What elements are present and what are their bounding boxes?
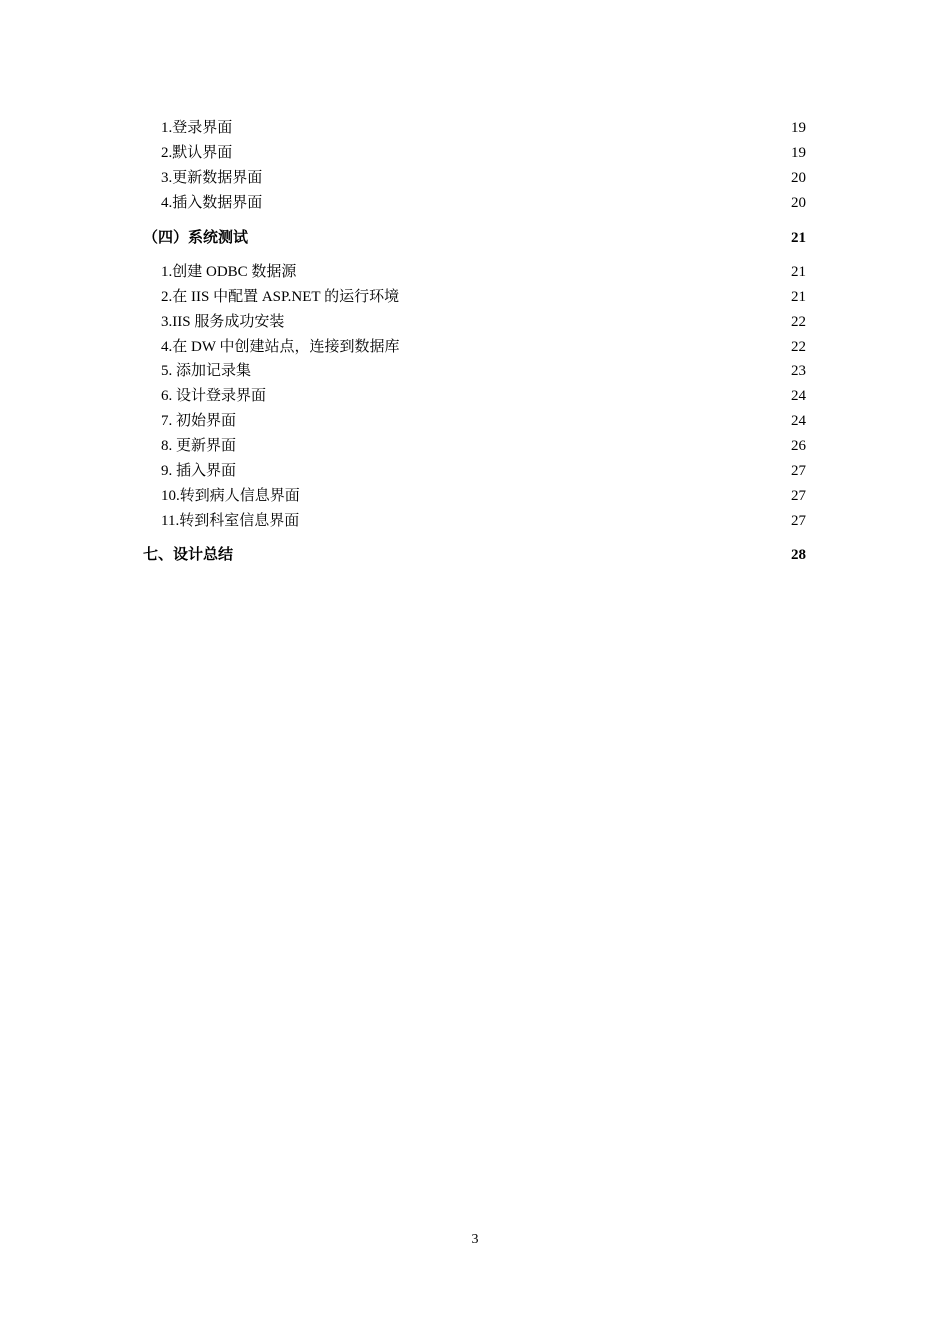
toc-entry-default-ui[interactable]	[161, 143, 806, 163]
toc-entry-add-recordset[interactable]	[161, 361, 806, 381]
toc-entry-page: 21	[791, 264, 806, 280]
toc-entry-page: 24	[791, 388, 806, 404]
toc-entry-label: 3.更新数据界面	[161, 170, 263, 186]
page-number: 3	[471, 1232, 479, 1247]
toc-entry-label: 4.插入数据界面	[161, 195, 263, 211]
toc-entry-page: 22	[791, 339, 806, 355]
toc-entry-update-ui[interactable]	[161, 436, 806, 456]
toc-entry-label: 5. 添加记录集	[161, 363, 252, 379]
toc-entry-page: 27	[791, 513, 806, 529]
toc-entry-page: 24	[791, 413, 806, 429]
toc-entry-insert-ui[interactable]	[161, 461, 806, 481]
toc-entry-design-login[interactable]	[161, 386, 806, 406]
toc-entry-update-data-ui[interactable]	[161, 168, 806, 188]
toc-entry-page: 22	[791, 314, 806, 330]
toc-entry-login-ui[interactable]	[161, 118, 806, 138]
toc-entry-page: 27	[791, 463, 806, 479]
toc-entry-page: 27	[791, 488, 806, 504]
toc-section-label: （四）系统测试	[143, 230, 249, 246]
toc-entry-page: 21	[791, 289, 806, 305]
toc-entry-label: 9. 插入界面	[161, 463, 237, 479]
toc-entry-label: 4.在 DW 中创建站点，连接到数据库	[161, 339, 400, 355]
toc-entry-label: 3.IIS 服务成功安装	[161, 314, 285, 330]
toc-entry-create-odbc[interactable]	[161, 262, 806, 282]
toc-entry-page: 19	[791, 145, 806, 161]
toc-entry-label: 11.转到科室信息界面	[161, 513, 300, 529]
toc-entry-page: 23	[791, 363, 806, 379]
toc-entry-initial-ui[interactable]	[161, 411, 806, 431]
toc-entry-label: 1.登录界面	[161, 120, 233, 136]
toc-entry-page: 26	[791, 438, 806, 454]
toc-entry-dw-site[interactable]	[161, 337, 806, 357]
toc-entry-page: 20	[791, 170, 806, 186]
toc-section-page: 28	[791, 547, 806, 563]
toc-entry-label: 2.默认界面	[161, 145, 233, 161]
toc-entry-label: 2.在 IIS 中配置 ASP.NET 的运行环境	[161, 289, 400, 305]
toc-section-system-test[interactable]	[143, 228, 806, 248]
toc-entry-department-info[interactable]	[161, 511, 806, 531]
toc-entry-label: 8. 更新界面	[161, 438, 237, 454]
toc-entry-insert-data-ui[interactable]	[161, 193, 806, 213]
toc-entry-page: 20	[791, 195, 806, 211]
toc-entry-page: 19	[791, 120, 806, 136]
toc-entry-label: 7. 初始界面	[161, 413, 237, 429]
toc-entry-label: 10.转到病人信息界面	[161, 488, 300, 504]
toc-entry-label: 6. 设计登录界面	[161, 388, 267, 404]
toc-entry-patient-info[interactable]	[161, 486, 806, 506]
toc-entry-iis-installed[interactable]	[161, 312, 806, 332]
toc-section-label: 七、设计总结	[143, 547, 234, 563]
toc-section-design-summary[interactable]	[143, 545, 806, 565]
toc-entry-configure-iis[interactable]	[161, 287, 806, 307]
toc-entry-label: 1.创建 ODBC 数据源	[161, 264, 297, 280]
toc-section-page: 21	[791, 230, 806, 246]
